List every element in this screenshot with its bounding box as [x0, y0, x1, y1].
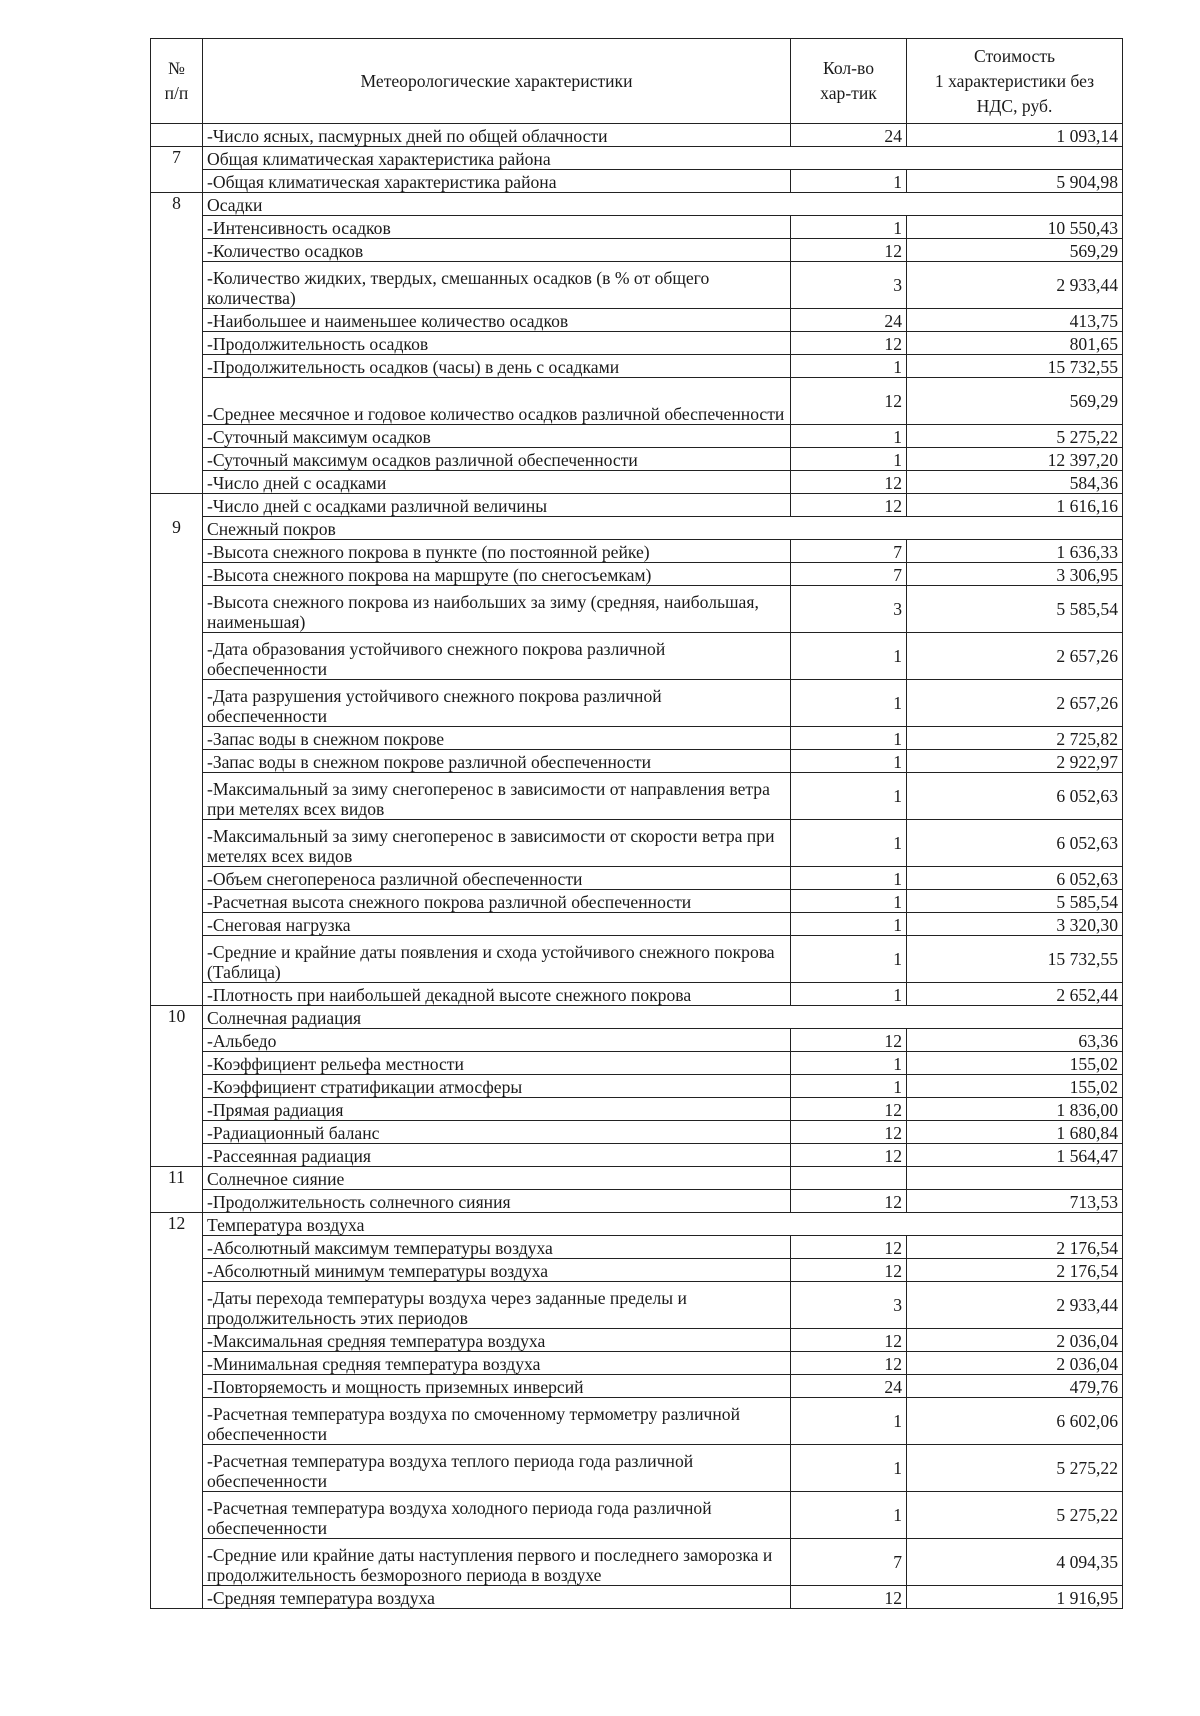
characteristic-price: 5 904,98 — [907, 170, 1123, 193]
row-number — [151, 1075, 203, 1098]
characteristic-count: 12 — [791, 1352, 907, 1375]
characteristic-name: -Коэффициент рельефа местности — [203, 1052, 791, 1075]
characteristic-price: 5 585,54 — [907, 586, 1123, 633]
characteristic-price: 1 836,00 — [907, 1098, 1123, 1121]
table-row — [151, 913, 1123, 936]
characteristic-name: -Количество жидких, твердых, смешанных осадков (в % от общего количества) — [203, 262, 791, 309]
table-body — [151, 124, 1123, 1609]
characteristic-name: -Расчетная температура воздуха теплого периода года различной обеспеченности — [203, 1445, 791, 1492]
characteristic-count: 1 — [791, 425, 907, 448]
row-number — [151, 936, 203, 983]
row-number — [151, 586, 203, 633]
characteristic-name: -Наибольшее и наименьшее количество осадков — [203, 309, 791, 332]
characteristic-count: 1 — [791, 1492, 907, 1539]
table-row — [151, 563, 1123, 586]
characteristic-name: -Общая климатическая характеристика района — [203, 170, 791, 193]
table-row — [151, 262, 1123, 309]
header-num: № п/п — [151, 39, 203, 124]
row-number — [151, 216, 203, 239]
table-row — [151, 1052, 1123, 1075]
section-title: Снежный покров — [203, 517, 1123, 540]
row-number — [151, 239, 203, 262]
section-title: Солнечное сияние — [203, 1167, 791, 1190]
characteristic-count: 1 — [791, 1075, 907, 1098]
characteristic-price: 4 094,35 — [907, 1539, 1123, 1586]
row-number — [151, 124, 203, 147]
characteristic-price: 1 680,84 — [907, 1121, 1123, 1144]
row-number — [151, 1282, 203, 1329]
characteristic-count: 12 — [791, 471, 907, 494]
characteristic-price: 2 176,54 — [907, 1236, 1123, 1259]
characteristic-price: 2 657,26 — [907, 680, 1123, 727]
characteristic-name: -Средние или крайние даты наступления первого и последнего заморозка и продолжительность безморозного периода в воздухе — [203, 1539, 791, 1586]
characteristic-count: 1 — [791, 355, 907, 378]
characteristic-count: 1 — [791, 170, 907, 193]
characteristic-price: 2 176,54 — [907, 1259, 1123, 1282]
characteristic-name: -Суточный максимум осадков — [203, 425, 791, 448]
table-row — [151, 309, 1123, 332]
row-number — [151, 1445, 203, 1492]
characteristic-name: -Число дней с осадками — [203, 471, 791, 494]
characteristic-name: -Средние и крайние даты появления и схода устойчивого снежного покрова (Таблица) — [203, 936, 791, 983]
row-number — [151, 1052, 203, 1075]
characteristic-price: 569,29 — [907, 239, 1123, 262]
section-row — [151, 1167, 1123, 1190]
characteristic-name: -Максимальный за зиму снегоперенос в зависимости от скорости ветра при метелях всех видов — [203, 820, 791, 867]
characteristic-count: 1 — [791, 633, 907, 680]
section-row — [151, 193, 1123, 216]
table-row — [151, 425, 1123, 448]
characteristic-name: -Альбедо — [203, 1029, 791, 1052]
table-row — [151, 471, 1123, 494]
characteristic-count: 24 — [791, 124, 907, 147]
table-row — [151, 890, 1123, 913]
row-number — [151, 448, 203, 471]
row-number — [151, 563, 203, 586]
table-row — [151, 1375, 1123, 1398]
row-number: 12 — [151, 1213, 203, 1236]
table-row — [151, 1398, 1123, 1445]
price-table — [150, 38, 1123, 1609]
characteristic-name: -Абсолютный минимум температуры воздуха — [203, 1259, 791, 1282]
row-number — [151, 1375, 203, 1398]
characteristic-name: -Максимальный за зиму снегоперенос в зависимости от направления ветра при метелях всех видов — [203, 773, 791, 820]
table-row — [151, 540, 1123, 563]
table-row — [151, 170, 1123, 193]
table-row — [151, 1329, 1123, 1352]
row-number: 8 — [151, 193, 203, 216]
characteristic-price: 584,36 — [907, 471, 1123, 494]
row-number — [151, 1539, 203, 1586]
characteristic-count: 12 — [791, 239, 907, 262]
characteristic-name: -Снеговая нагрузка — [203, 913, 791, 936]
characteristic-count: 1 — [791, 680, 907, 727]
characteristic-price: 155,02 — [907, 1075, 1123, 1098]
characteristic-count: 12 — [791, 1144, 907, 1167]
row-number — [151, 262, 203, 309]
row-number — [151, 355, 203, 378]
characteristic-price: 3 320,30 — [907, 913, 1123, 936]
characteristic-price: 1 093,14 — [907, 124, 1123, 147]
table-row — [151, 1259, 1123, 1282]
characteristic-count: 12 — [791, 1029, 907, 1052]
table-row — [151, 1144, 1123, 1167]
table-row — [151, 586, 1123, 633]
table-row — [151, 983, 1123, 1006]
table-row — [151, 1586, 1123, 1609]
table-row — [151, 1282, 1123, 1329]
row-number: 11 — [151, 1167, 203, 1190]
table-row — [151, 448, 1123, 471]
characteristic-count: 1 — [791, 936, 907, 983]
characteristic-name: -Дата разрушения устойчивого снежного покрова различной обеспеченности — [203, 680, 791, 727]
table-row — [151, 1352, 1123, 1375]
table-row — [151, 1445, 1123, 1492]
header-qty: Кол-во хар-тик — [791, 39, 907, 124]
characteristic-price: 1 616,16 — [907, 494, 1123, 517]
characteristic-price: 6 052,63 — [907, 867, 1123, 890]
characteristic-count: 3 — [791, 262, 907, 309]
characteristic-count: 12 — [791, 1098, 907, 1121]
table-row — [151, 867, 1123, 890]
characteristic-name: -Продолжительность солнечного сияния — [203, 1190, 791, 1213]
row-number — [151, 727, 203, 750]
row-number: 9 — [151, 517, 203, 540]
table-header-row — [151, 39, 1123, 124]
row-number — [151, 1236, 203, 1259]
section-title: Температура воздуха — [203, 1213, 1123, 1236]
characteristic-price: 63,36 — [907, 1029, 1123, 1052]
characteristic-price: 1 916,95 — [907, 1586, 1123, 1609]
characteristic-count: 1 — [791, 448, 907, 471]
characteristic-price: 479,76 — [907, 1375, 1123, 1398]
row-number — [151, 332, 203, 355]
characteristic-count: 12 — [791, 378, 907, 425]
row-number — [151, 1586, 203, 1609]
characteristic-count: 3 — [791, 586, 907, 633]
characteristic-price: 6 602,06 — [907, 1398, 1123, 1445]
characteristic-name: -Суточный максимум осадков различной обеспеченности — [203, 448, 791, 471]
section-title: Общая климатическая характеристика района — [203, 147, 1123, 170]
characteristic-count: 1 — [791, 773, 907, 820]
characteristic-price: 413,75 — [907, 309, 1123, 332]
row-number — [151, 1492, 203, 1539]
characteristic-count: 1 — [791, 983, 907, 1006]
section-title: Солнечная радиация — [203, 1006, 1123, 1029]
row-number — [151, 820, 203, 867]
characteristic-price: 5 585,54 — [907, 890, 1123, 913]
row-number — [151, 1121, 203, 1144]
characteristic-count: 1 — [791, 750, 907, 773]
row-number — [151, 1398, 203, 1445]
table-row — [151, 124, 1123, 147]
characteristic-count: 12 — [791, 1586, 907, 1609]
characteristic-count: 3 — [791, 1282, 907, 1329]
characteristic-name: -Продолжительность осадков (часы) в день с осадками — [203, 355, 791, 378]
characteristic-count: 24 — [791, 309, 907, 332]
row-number — [151, 680, 203, 727]
characteristic-name: -Плотность при наибольшей декадной высоте снежного покрова — [203, 983, 791, 1006]
table-row — [151, 1121, 1123, 1144]
characteristic-count: 7 — [791, 540, 907, 563]
characteristic-price: 5 275,22 — [907, 425, 1123, 448]
row-number — [151, 890, 203, 913]
row-number — [151, 471, 203, 494]
row-number — [151, 913, 203, 936]
characteristic-name: -Повторяемость и мощность приземных инверсий — [203, 1375, 791, 1398]
characteristic-price: 3 306,95 — [907, 563, 1123, 586]
characteristic-count: 12 — [791, 1236, 907, 1259]
characteristic-name: -Высота снежного покрова в пункте (по постоянной рейке) — [203, 540, 791, 563]
row-number — [151, 633, 203, 680]
characteristic-count: 1 — [791, 216, 907, 239]
characteristic-name: -Запас воды в снежном покрове различной обеспеченности — [203, 750, 791, 773]
row-number — [151, 170, 203, 193]
section-row — [151, 1213, 1123, 1236]
characteristic-name: -Интенсивность осадков — [203, 216, 791, 239]
table-row — [151, 820, 1123, 867]
row-number — [151, 773, 203, 820]
characteristic-price: 15 732,55 — [907, 936, 1123, 983]
section-title: Осадки — [203, 193, 1123, 216]
section-row — [151, 147, 1123, 170]
characteristic-name: -Дата образования устойчивого снежного покрова различной обеспеченности — [203, 633, 791, 680]
characteristic-price: 6 052,63 — [907, 820, 1123, 867]
row-number — [151, 1259, 203, 1282]
characteristic-count: 7 — [791, 1539, 907, 1586]
header-name: Метеорологические характеристики — [203, 39, 791, 124]
characteristic-count: 1 — [791, 1398, 907, 1445]
characteristic-name: -Высота снежного покрова на маршруте (по снегосъемкам) — [203, 563, 791, 586]
characteristic-count: 1 — [791, 1052, 907, 1075]
characteristic-name: -Рассеянная радиация — [203, 1144, 791, 1167]
characteristic-name: -Радиационный баланс — [203, 1121, 791, 1144]
characteristic-count: 12 — [791, 1121, 907, 1144]
characteristic-count: 12 — [791, 494, 907, 517]
row-number — [151, 1029, 203, 1052]
characteristic-name: -Объем снегопереноса различной обеспеченности — [203, 867, 791, 890]
characteristic-count: 12 — [791, 332, 907, 355]
row-number: 10 — [151, 1006, 203, 1029]
table-row — [151, 750, 1123, 773]
characteristic-name: -Средняя температура воздуха — [203, 1586, 791, 1609]
characteristic-price: 10 550,43 — [907, 216, 1123, 239]
characteristic-name: -Расчетная высота снежного покрова различной обеспеченности — [203, 890, 791, 913]
row-number — [151, 1098, 203, 1121]
row-number: 7 — [151, 147, 203, 170]
characteristic-price: 2 657,26 — [907, 633, 1123, 680]
characteristic-price: 2 933,44 — [907, 262, 1123, 309]
characteristic-name: -Запас воды в снежном покрове — [203, 727, 791, 750]
characteristic-price: 5 275,22 — [907, 1445, 1123, 1492]
table-row — [151, 1029, 1123, 1052]
row-number — [151, 425, 203, 448]
characteristic-count: 7 — [791, 563, 907, 586]
characteristic-price: 5 275,22 — [907, 1492, 1123, 1539]
table-row — [151, 1190, 1123, 1213]
row-number — [151, 750, 203, 773]
table-row — [151, 727, 1123, 750]
price-table-sheet — [150, 38, 1122, 1609]
characteristic-price: 6 052,63 — [907, 773, 1123, 820]
empty-cell — [791, 1167, 907, 1190]
characteristic-count: 1 — [791, 890, 907, 913]
characteristic-count: 1 — [791, 727, 907, 750]
characteristic-count: 12 — [791, 1259, 907, 1282]
characteristic-name: -Коэффициент стратификации атмосферы — [203, 1075, 791, 1098]
section-row — [151, 1006, 1123, 1029]
table-row — [151, 936, 1123, 983]
section-row — [151, 517, 1123, 540]
table-row — [151, 1075, 1123, 1098]
row-number — [151, 1352, 203, 1375]
characteristic-price: 569,29 — [907, 378, 1123, 425]
row-number — [151, 540, 203, 563]
row-number — [151, 309, 203, 332]
characteristic-name: -Число дней с осадками различной величины — [203, 494, 791, 517]
row-number — [151, 983, 203, 1006]
characteristic-name: -Минимальная средняя температура воздуха — [203, 1352, 791, 1375]
table-row — [151, 773, 1123, 820]
table-row — [151, 216, 1123, 239]
characteristic-count: 1 — [791, 820, 907, 867]
table-row — [151, 680, 1123, 727]
characteristic-name: -Расчетная температура воздуха холодного периода года различной обеспеченности — [203, 1492, 791, 1539]
characteristic-name: -Количество осадков — [203, 239, 791, 262]
characteristic-name: -Высота снежного покрова из наибольших за зиму (средняя, наибольшая, наименьшая) — [203, 586, 791, 633]
row-number — [151, 378, 203, 425]
table-row — [151, 1492, 1123, 1539]
characteristic-price: 713,53 — [907, 1190, 1123, 1213]
header-price: Стоимость 1 характеристики без НДС, руб. — [907, 39, 1123, 124]
characteristic-price: 15 732,55 — [907, 355, 1123, 378]
characteristic-name: -Даты перехода температуры воздуха через заданные пределы и продолжительность этих периодов — [203, 1282, 791, 1329]
characteristic-name: -Максимальная средняя температура воздуха — [203, 1329, 791, 1352]
characteristic-price: 12 397,20 — [907, 448, 1123, 471]
characteristic-price: 2 036,04 — [907, 1352, 1123, 1375]
table-row — [151, 239, 1123, 262]
table-row — [151, 1098, 1123, 1121]
table-row — [151, 355, 1123, 378]
row-number — [151, 1190, 203, 1213]
characteristic-price: 2 922,97 — [907, 750, 1123, 773]
characteristic-price: 801,65 — [907, 332, 1123, 355]
characteristic-price: 2 036,04 — [907, 1329, 1123, 1352]
row-number — [151, 1329, 203, 1352]
characteristic-price: 1 564,47 — [907, 1144, 1123, 1167]
characteristic-count: 12 — [791, 1329, 907, 1352]
characteristic-price: 2 652,44 — [907, 983, 1123, 1006]
empty-cell — [907, 1167, 1123, 1190]
characteristic-name: -Абсолютный максимум температуры воздуха — [203, 1236, 791, 1259]
characteristic-count: 12 — [791, 1190, 907, 1213]
characteristic-name: -Продолжительность осадков — [203, 332, 791, 355]
characteristic-name: -Расчетная температура воздуха по смоченному термометру различной обеспеченности — [203, 1398, 791, 1445]
table-row — [151, 332, 1123, 355]
table-row — [151, 1539, 1123, 1586]
row-number — [151, 867, 203, 890]
characteristic-price: 155,02 — [907, 1052, 1123, 1075]
characteristic-price: 2 725,82 — [907, 727, 1123, 750]
characteristic-name: -Среднее месячное и годовое количество осадков различной обеспеченности — [203, 378, 791, 425]
table-row — [151, 378, 1123, 425]
characteristic-price: 2 933,44 — [907, 1282, 1123, 1329]
row-number — [151, 494, 203, 517]
characteristic-count: 1 — [791, 913, 907, 936]
table-row — [151, 1236, 1123, 1259]
table-row — [151, 494, 1123, 517]
row-number — [151, 1144, 203, 1167]
characteristic-name: -Прямая радиация — [203, 1098, 791, 1121]
characteristic-count: 1 — [791, 867, 907, 890]
characteristic-count: 1 — [791, 1445, 907, 1492]
characteristic-price: 1 636,33 — [907, 540, 1123, 563]
table-row — [151, 633, 1123, 680]
characteristic-name: -Число ясных, пасмурных дней по общей облачности — [203, 124, 791, 147]
characteristic-count: 24 — [791, 1375, 907, 1398]
